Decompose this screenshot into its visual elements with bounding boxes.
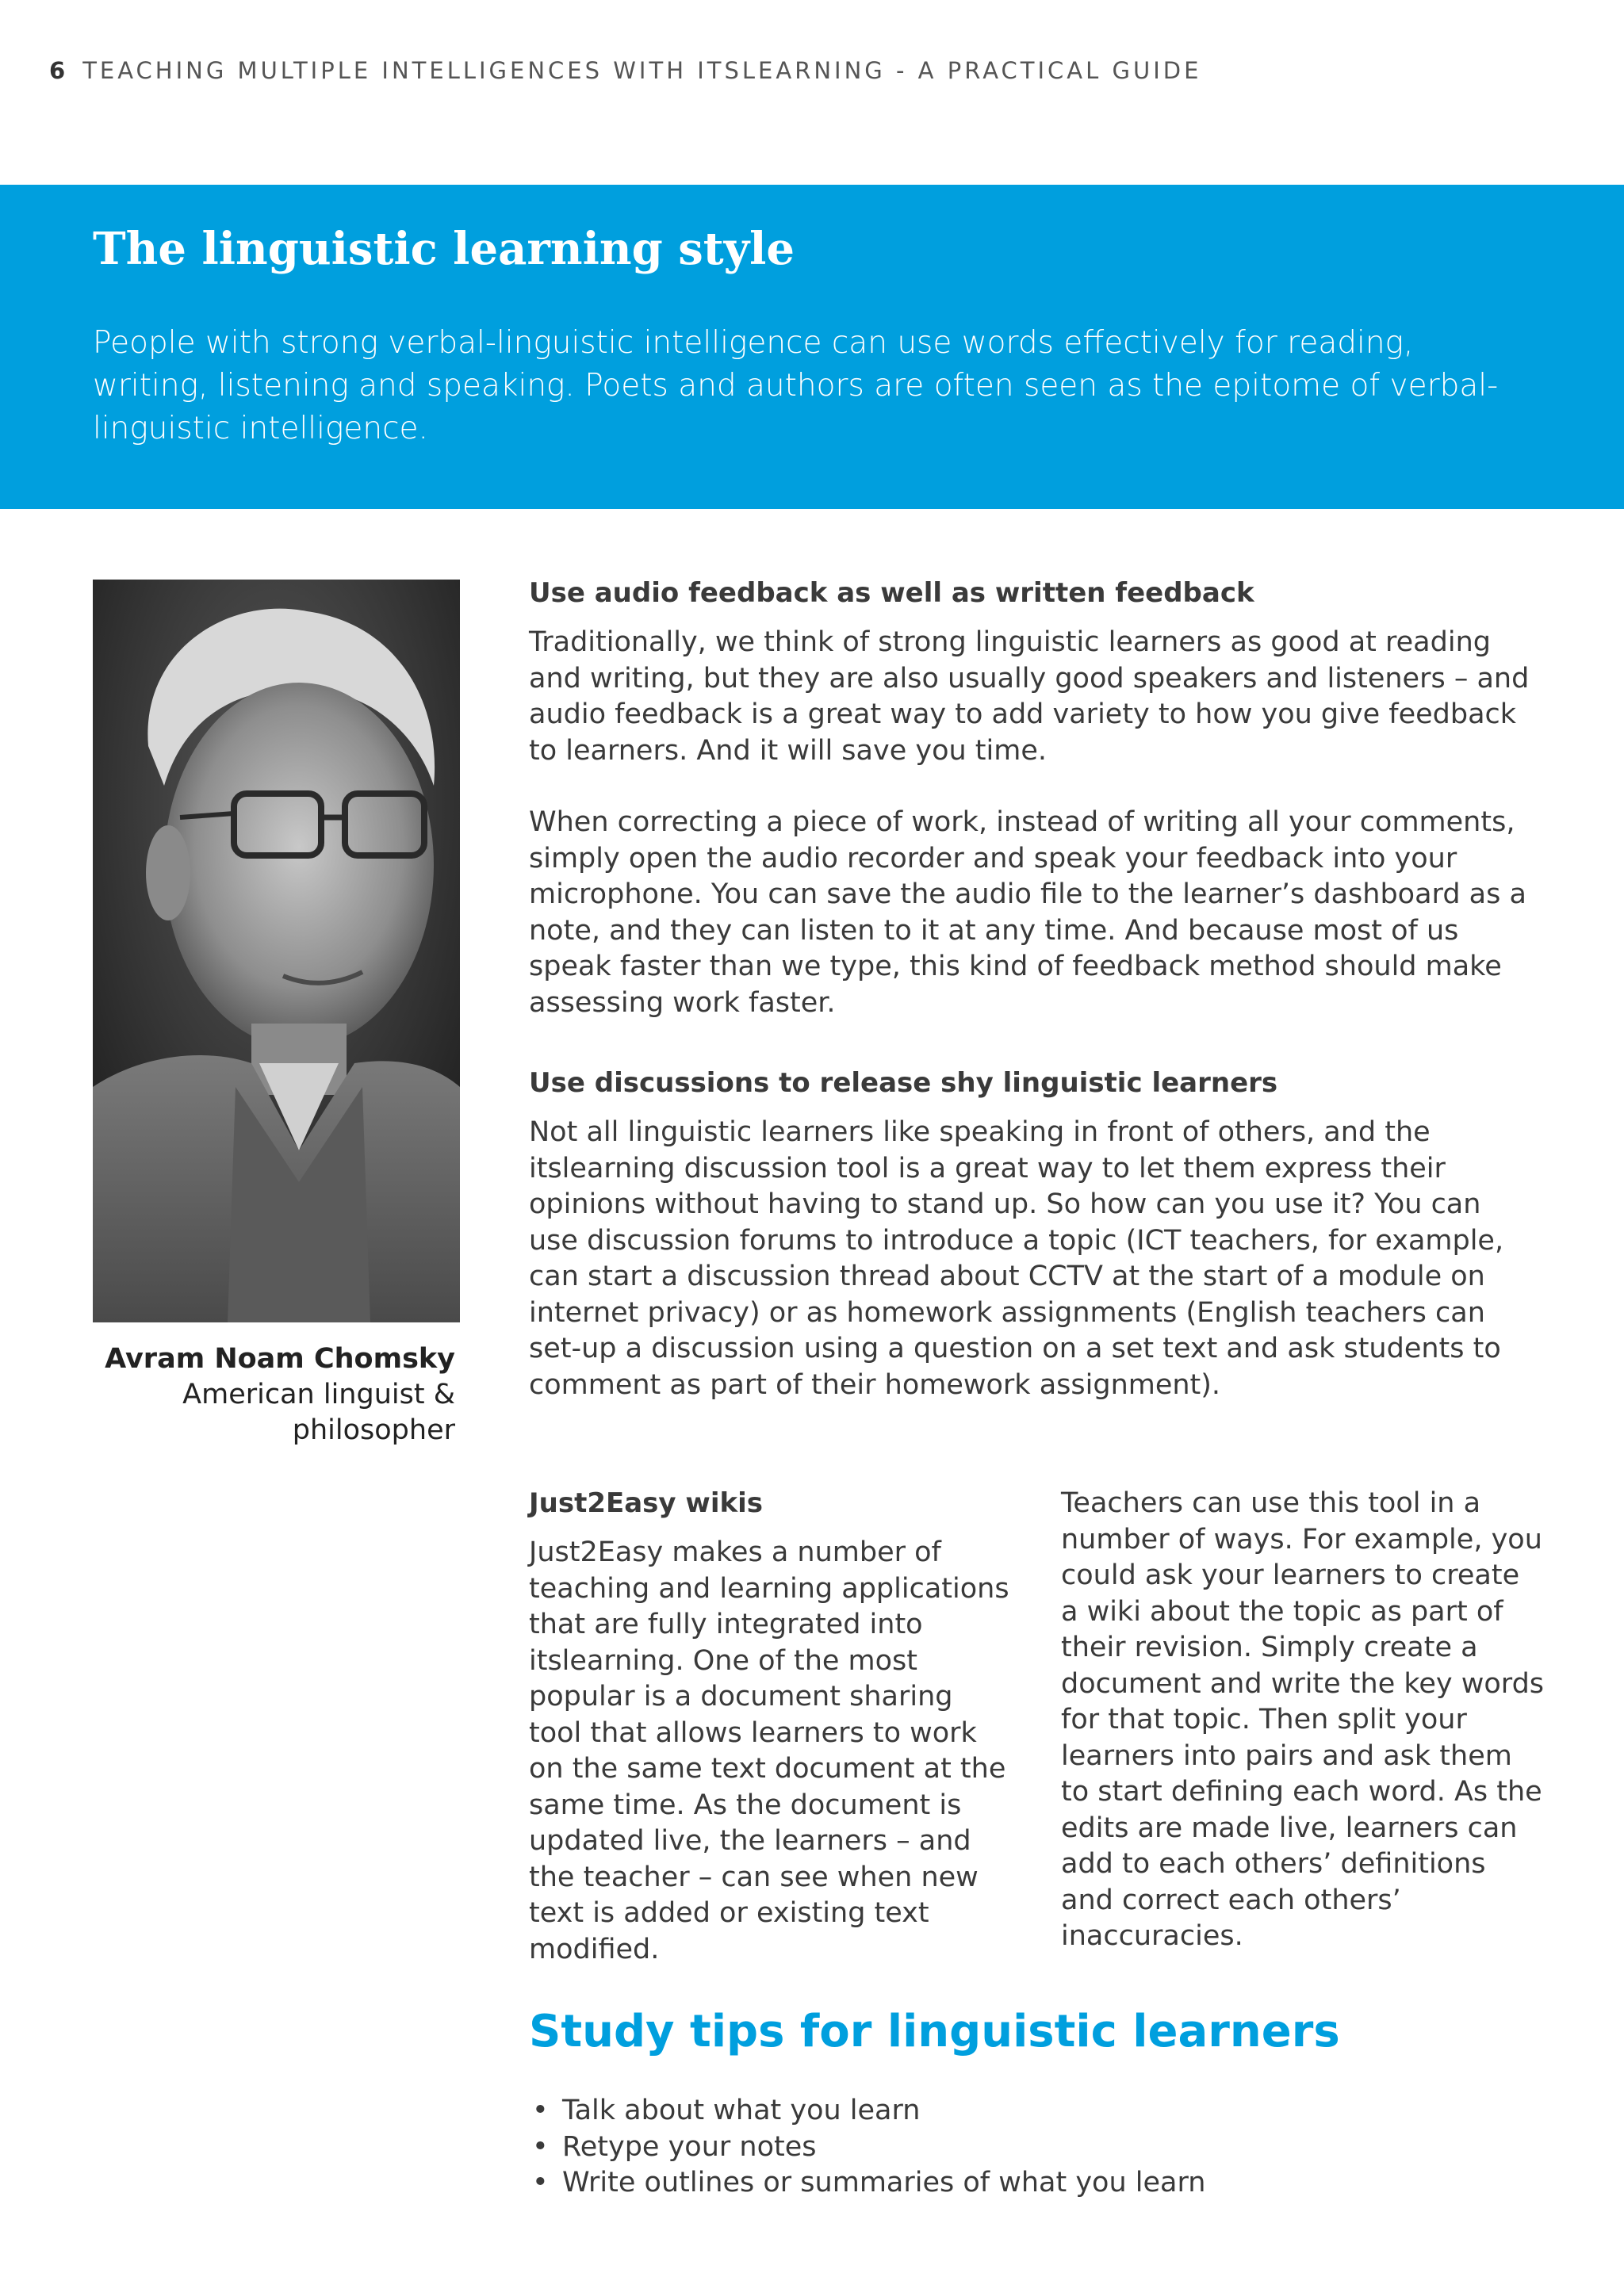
section-paragraph: When correcting a piece of work, instead of writing all your comments, simply open the audio recorder and speak your feedback into your microphone. You can save the audio file to the learner’s dashboard as a note, and they can listen to it at any time. And because most of us speak faster than we type, this kind of feedback method should make assessing work faster. <box>529 806 1526 1019</box>
running-title: TEACHING MULTIPLE INTELLIGENCES WITH ITSLEARNING - A PRACTICAL GUIDE <box>82 57 1202 84</box>
wikis-right-text: Teachers can use this tool in a number of ways. For example, you could ask your learners to create a wiki about the topic as part of their revision. Simply create a document and write the key words for that topic. Then split your learners into pairs and ask them to start defining each word. As the edits are made live, learners can add to each others’ definitions and correct each others’ inaccuracies. <box>1061 1487 1545 1952</box>
list-item: • Talk about what you learn <box>529 2093 1205 2130</box>
section-heading-wikis: Just2Easy wikis <box>529 1487 763 1519</box>
list-item: • Write outlines or summaries of what you learn <box>529 2165 1205 2202</box>
main-content <box>529 576 1534 1403</box>
section-paragraph: Not all linguistic learners like speaking in front of others, and the itslearning discussion tool is a great way to let them express their opinions without having to stand up. So how can you use it? You can use discussion forums to introduce a topic (ICT teachers, for example, can start a discussion thread about CCTV at the start of a module on internet privacy) or as homework assignments (English teachers can set-up a discussion using a question on a set text and ask students to comment as part of their homework assignment). <box>529 1116 1504 1401</box>
portrait-photo <box>93 580 460 1322</box>
running-header <box>49 57 1201 84</box>
wikis-left-text: Just2Easy makes a number of teaching and learning applications that are fully integrated into itslearning. One of the most popular is a document sharing tool that allows learners to work on the same text document at the same time. As the document is updated live, the learners – and the teacher – can see when new text is added or existing text modified. <box>529 1536 1009 1965</box>
portrait-image <box>93 580 460 1322</box>
wikis-right-column <box>1061 1486 1545 1955</box>
caption-role-line-1: American linguist & <box>182 1379 455 1410</box>
study-tips-list <box>529 2093 1205 2202</box>
photo-caption <box>93 1341 455 1448</box>
page-title: The linguistic learning style <box>93 223 795 275</box>
list-item: • Retype your notes <box>529 2130 1205 2166</box>
section-paragraph: Traditionally, we think of strong linguistic learners as good at reading and writing, but they are also usually good speakers and listeners – and audio feedback is a great way to add variety to how you give feedback to learners. And it will save you time. <box>529 626 1530 767</box>
intro-text: People with strong verbal-linguistic intelligence can use words effectively for reading, writing, listening and speaking. Poets and authors are often seen as the epitome of verbal-linguistic intelligence. <box>93 325 1499 447</box>
section-heading-discussions: Use discussions to release shy linguistic learners <box>529 1067 1278 1099</box>
caption-name: Avram Noam Chomsky <box>105 1343 455 1375</box>
wikis-left-column <box>529 1486 1013 1968</box>
caption-role-line-2: philosopher <box>292 1414 455 1446</box>
page-number: 6 <box>49 57 66 84</box>
section-heading-audio-feedback: Use audio feedback as well as written feedback <box>529 577 1254 609</box>
study-tips-title: Study tips for linguistic learners <box>529 2006 1340 2057</box>
intro-banner <box>0 185 1624 509</box>
